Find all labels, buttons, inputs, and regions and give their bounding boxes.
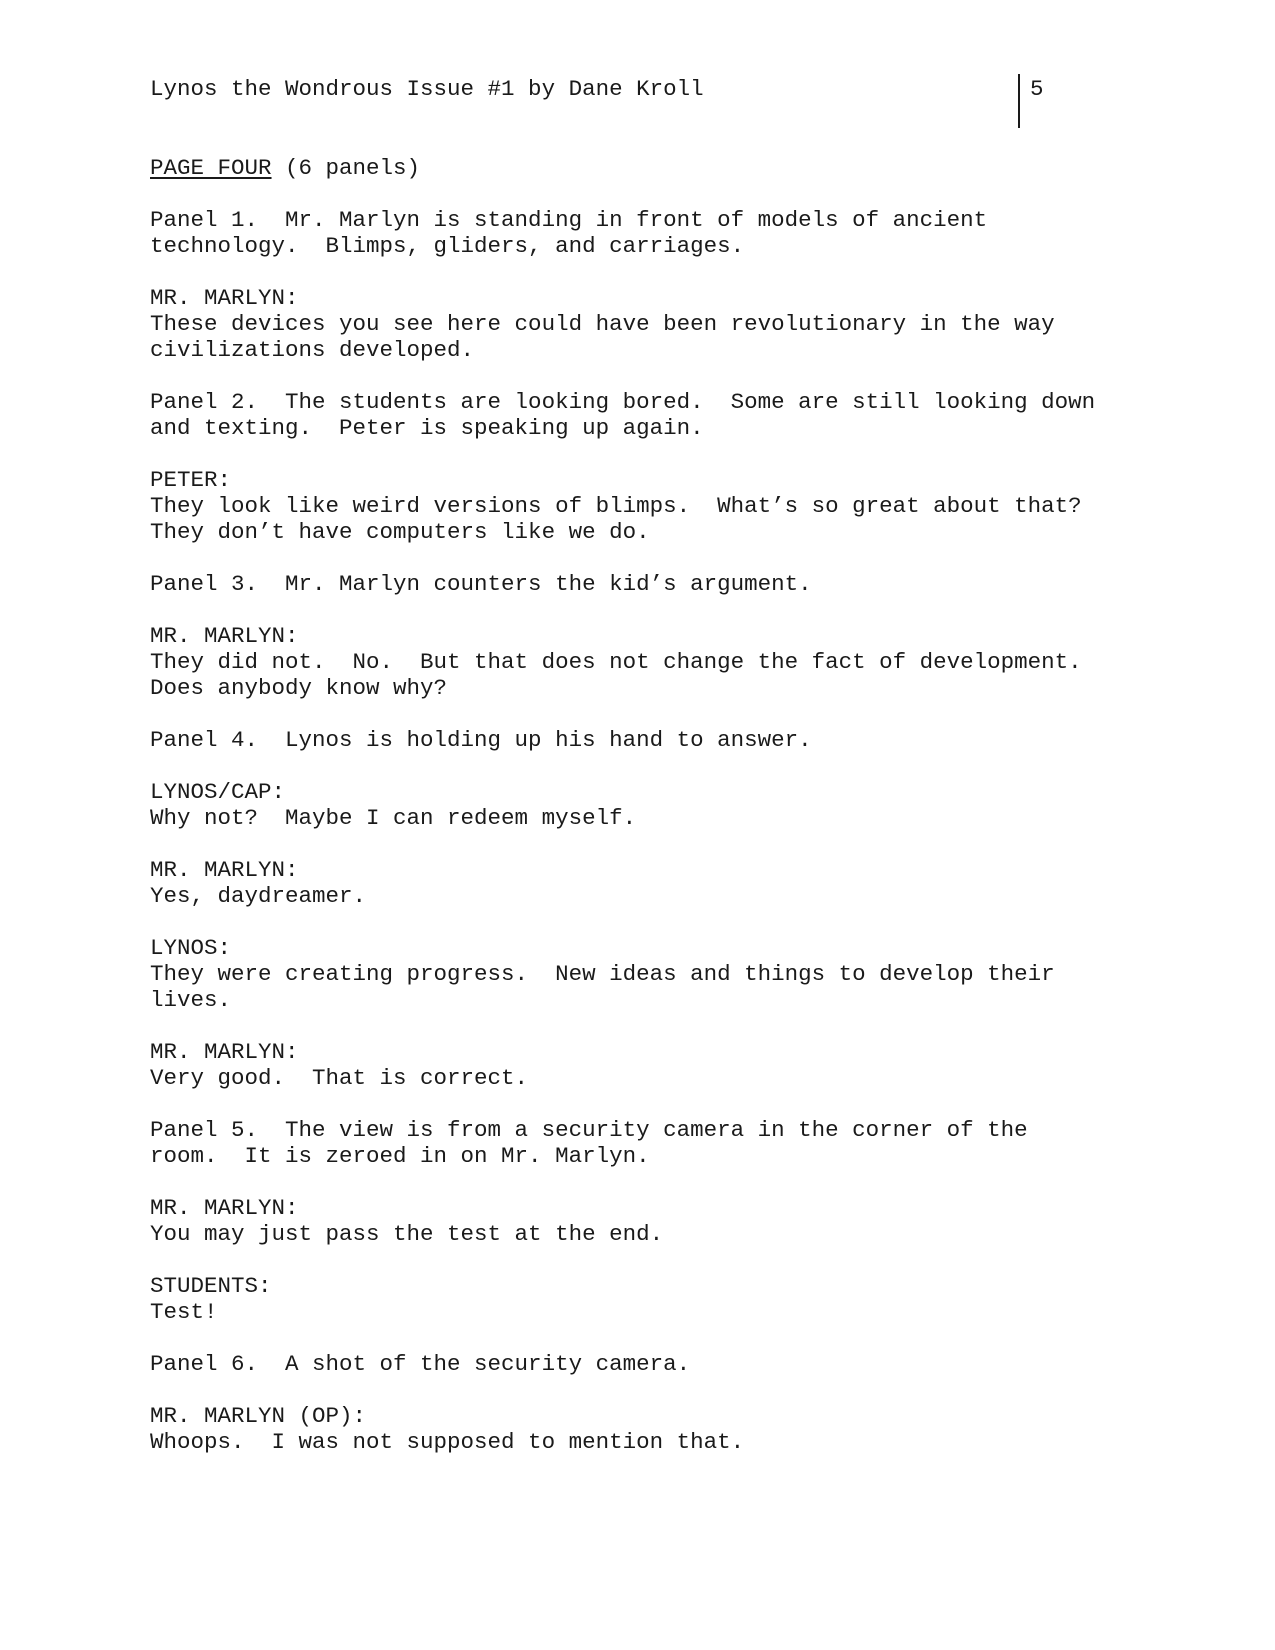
dialogue-line: Test! [150, 1299, 218, 1325]
page-number: 5 [1030, 76, 1044, 102]
character-name: PETER: [150, 467, 232, 493]
panel-line: room. It is zeroed in on Mr. Marlyn. [150, 1143, 650, 1169]
page-heading-panel-count: (6 panels) [271, 155, 421, 181]
panel-line: Panel 3. Mr. Marlyn counters the kid’s argument. [150, 571, 812, 597]
script-blocks [150, 207, 1150, 1455]
panel-line: Panel 5. The view is from a security camera in the corner of the [150, 1117, 1028, 1143]
dialogue-block [150, 1273, 1150, 1325]
dialogue-block [150, 857, 1150, 909]
panel-line: Panel 2. The students are looking bored. Some are still looking down [150, 389, 1096, 415]
dialogue-block [150, 779, 1150, 831]
character-name: MR. MARLYN: [150, 285, 299, 311]
panel-description [150, 207, 1150, 259]
character-name: MR. MARLYN: [150, 1195, 299, 1221]
panel-line: Panel 4. Lynos is holding up his hand to answer. [150, 727, 812, 753]
dialogue-line: Why not? Maybe I can redeem myself. [150, 805, 637, 831]
dialogue-block [150, 1403, 1150, 1455]
character-name: LYNOS: [150, 935, 232, 961]
dialogue-line: Whoops. I was not supposed to mention that. [150, 1429, 745, 1455]
character-name: MR. MARLYN: [150, 1039, 299, 1065]
character-name: MR. MARLYN: [150, 623, 299, 649]
dialogue-block [150, 467, 1150, 545]
dialogue-line: They did not. No. But that does not change the fact of development. [150, 649, 1082, 675]
dialogue-line: They don’t have computers like we do. [150, 519, 650, 545]
panel-description [150, 571, 1150, 597]
dialogue-line: You may just pass the test at the end. [150, 1221, 664, 1247]
document-header-title: Lynos the Wondrous Issue #1 by Dane Kroll [150, 76, 704, 102]
panel-description [150, 1351, 1150, 1377]
dialogue-block [150, 1195, 1150, 1247]
dialogue-line: These devices you see here could have been revolutionary in the way [150, 311, 1055, 337]
character-name: MR. MARLYN: [150, 857, 299, 883]
panel-line: Panel 6. A shot of the security camera. [150, 1351, 691, 1377]
panel-line: and texting. Peter is speaking up again. [150, 415, 704, 441]
dialogue-block [150, 623, 1150, 701]
dialogue-line: Yes, daydreamer. [150, 883, 367, 909]
dialogue-line: They were creating progress. New ideas and things to develop their [150, 961, 1055, 987]
dialogue-line: lives. [150, 987, 232, 1013]
page-heading [150, 155, 1150, 181]
panel-description [150, 727, 1150, 753]
dialogue-line: civilizations developed. [150, 337, 475, 363]
header-divider [1018, 74, 1020, 128]
dialogue-block [150, 285, 1150, 363]
page-heading-label: PAGE FOUR [150, 155, 272, 181]
script-body [150, 155, 1150, 1481]
panel-line: technology. Blimps, gliders, and carriages. [150, 233, 745, 259]
character-name: STUDENTS: [150, 1273, 272, 1299]
panel-description [150, 389, 1150, 441]
dialogue-line: They look like weird versions of blimps. What’s so great about that? [150, 493, 1082, 519]
panel-line: Panel 1. Mr. Marlyn is standing in front of models of ancient [150, 207, 988, 233]
dialogue-block [150, 1039, 1150, 1091]
character-name: MR. MARLYN (OP): [150, 1403, 367, 1429]
character-name: LYNOS/CAP: [150, 779, 286, 805]
dialogue-block [150, 935, 1150, 1013]
dialogue-line: Does anybody know why? [150, 675, 448, 701]
panel-description [150, 1117, 1150, 1169]
dialogue-line: Very good. That is correct. [150, 1065, 529, 1091]
